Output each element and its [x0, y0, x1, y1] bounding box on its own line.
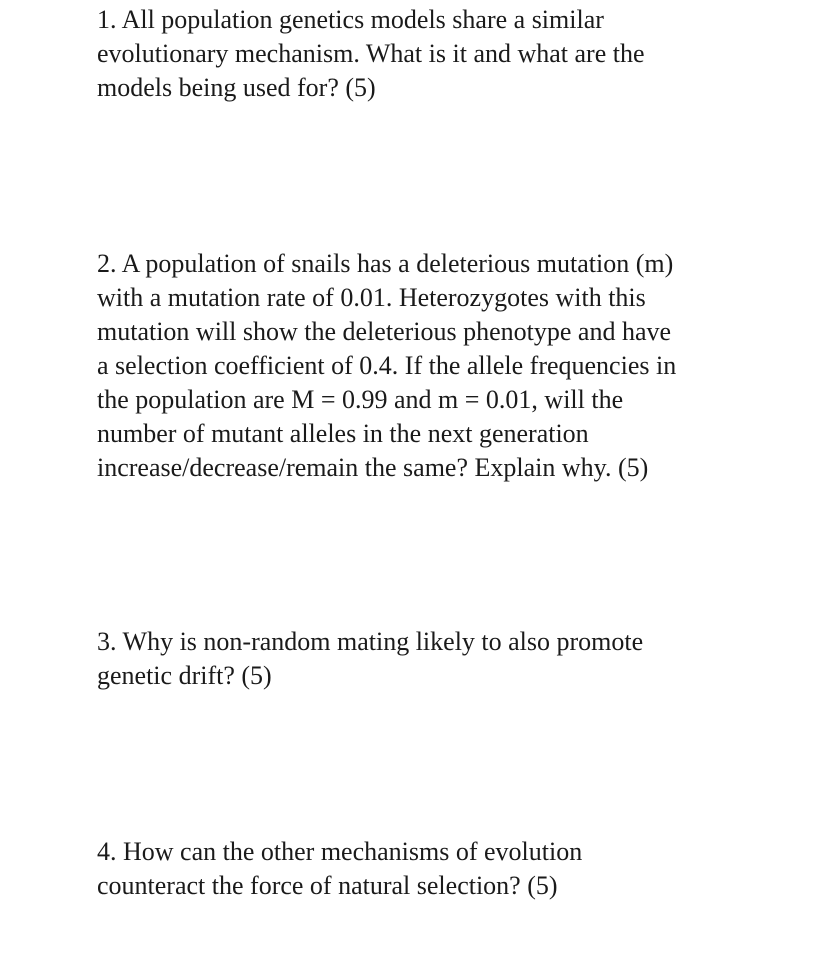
question-3-line: 3. Why is non-random mating likely to also promote [97, 627, 644, 656]
question-2-line: increase/decrease/remain the same? Explain why. (5) [97, 453, 649, 482]
question-1 [97, 3, 787, 105]
question-1-line: models being used for? (5) [97, 73, 376, 102]
question-2-line: number of mutant alleles in the next generation [97, 419, 589, 448]
question-2-line: the population are M = 0.99 and m = 0.01, will the [97, 385, 624, 414]
question-4-line: 4. How can the other mechanisms of evolution [97, 837, 583, 866]
question-2-line: 2. A population of snails has a deleterious mutation (m) [97, 249, 674, 278]
question-2-line: with a mutation rate of 0.01. Heterozygotes with this [97, 283, 646, 312]
question-1-line: evolutionary mechanism. What is it and what are the [97, 39, 645, 68]
question-3-line: genetic drift? (5) [97, 661, 272, 690]
question-4-line: counteract the force of natural selection? (5) [97, 871, 558, 900]
question-2 [97, 247, 787, 485]
question-1-line: 1. All population genetics models share a similar [97, 5, 604, 34]
question-2-line: mutation will show the deleterious phenotype and have [97, 317, 672, 346]
question-4 [97, 835, 787, 903]
question-2-line: a selection coefficient of 0.4. If the allele frequencies in [97, 351, 677, 380]
question-3 [97, 625, 787, 693]
